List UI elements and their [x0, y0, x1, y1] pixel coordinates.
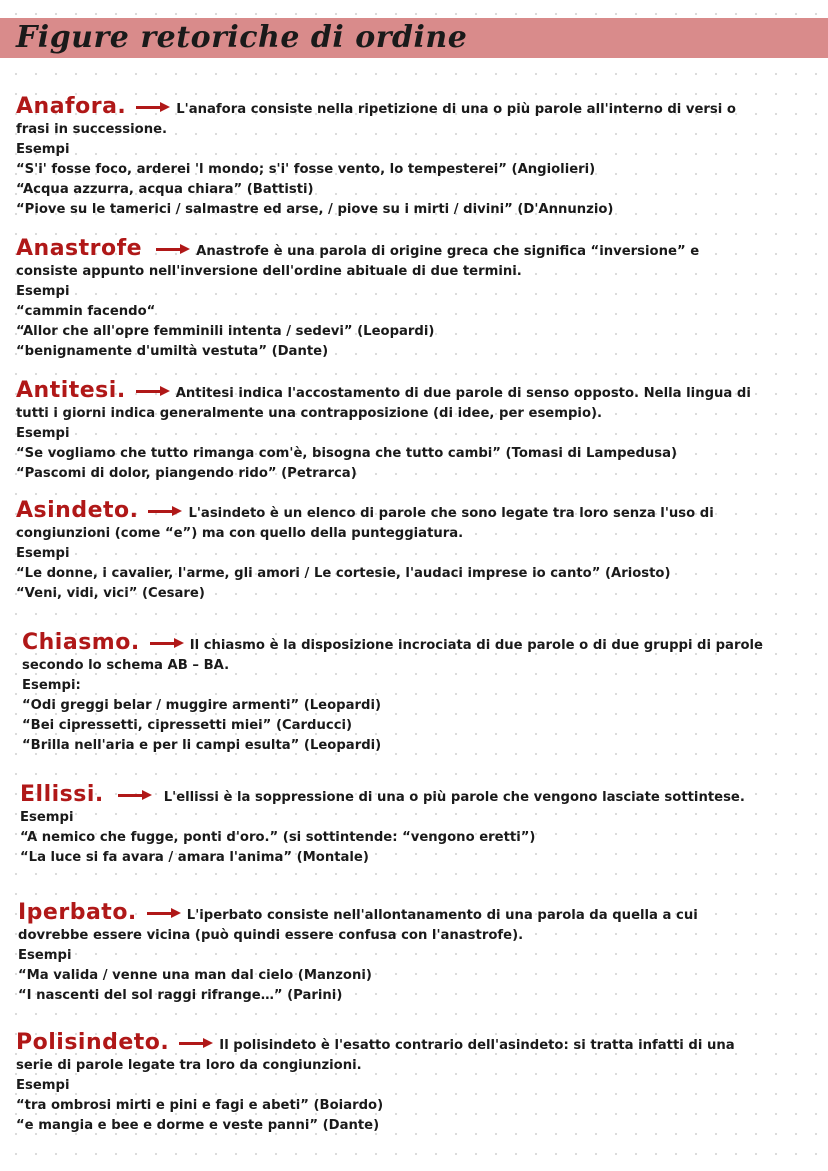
example-line: “Ma valida / venne una man dal cielo (Manzoni): [18, 968, 372, 983]
example-line: “tra ombrosi mirti e pini e fagi e abeti” (Boiardo): [16, 1098, 384, 1113]
section-asindeto: [16, 498, 816, 604]
arrow-right-icon: [150, 639, 184, 649]
term-antitesi: Antitesi.: [16, 378, 126, 403]
term-iperbato: Iperbato.: [18, 900, 137, 925]
example-line: “La luce si fa avara / amara l'anima” (Montale): [20, 850, 369, 865]
section-anafora: [16, 94, 816, 220]
term-anastrofe: Anastrofe: [16, 236, 143, 261]
example-line: “I nascenti del sol raggi rifrange…” (Parini): [18, 988, 343, 1003]
definition-line: Il polisindeto è l'esatto contrario dell'asindeto: si tratta infatti di una: [219, 1038, 735, 1053]
section-polisindeto: [16, 1030, 816, 1136]
example-line: “Odi greggi belar / muggire armenti” (Leopardi): [22, 698, 382, 713]
example-line: “S'i' fosse foco, arderei 'l mondo; s'i' fosse vento, lo tempesterei” (Angiolieri): [16, 162, 596, 177]
example-line: “Veni, vidi, vici” (Cesare): [16, 586, 205, 601]
definition-line: L'asindeto è un elenco di parole che sono legate tra loro senza l'uso di: [188, 506, 714, 521]
arrow-right-icon: [156, 245, 190, 255]
arrow-right-icon: [147, 909, 181, 919]
examples-label: Esempi: [18, 948, 72, 963]
section-antitesi: [16, 378, 816, 484]
arrow-right-icon: [118, 791, 152, 801]
example-line: “e mangia e bee e dorme e veste panni” (Dante): [16, 1118, 380, 1133]
term-anafora: Anafora.: [16, 94, 127, 119]
examples-label: Esempi: [16, 426, 70, 441]
example-line: “Bei cipressetti, cipressetti miei” (Carducci): [22, 718, 353, 733]
example-line: “Se vogliamo che tutto rimanga com'è, bisogna che tutto cambi” (Tomasi di Lampedusa): [16, 446, 678, 461]
example-line: “Brilla nell'aria e per li campi esulta” (Leopardi): [22, 738, 382, 753]
term-asindeto: Asindeto.: [16, 498, 139, 523]
term-ellissi: Ellissi.: [20, 782, 104, 807]
definition-line: Il chiasmo è la disposizione incrociata di due parole o di due gruppi di parole: [189, 638, 763, 653]
arrow-right-icon: [179, 1039, 213, 1049]
examples-label: Esempi: [16, 284, 70, 299]
example-line: “Le donne, i cavalier, l'arme, gli amori / Le cortesie, l'audaci imprese io canto” (Ariosto): [16, 566, 671, 581]
definition-line: tutti i giorni indica generalmente una contrapposizione (di idee, per esempio).: [16, 406, 603, 421]
definition-line: Antitesi indica l'accostamento di due parole di senso opposto. Nella lingua di: [175, 386, 751, 401]
definition-line: serie di parole legate tra loro da congiunzioni.: [16, 1058, 362, 1073]
example-line: “benignamente d'umiltà vestuta” (Dante): [16, 344, 329, 359]
definition-line: L'ellissi è la soppressione di una o più parole che vengono lasciate sottintese.: [163, 790, 745, 805]
definition-line: L'anafora consiste nella ripetizione di una o più parole all'interno di versi o: [176, 102, 736, 117]
definition-line: congiunzioni (come “e”) ma con quello della punteggiatura.: [16, 526, 464, 541]
arrow-right-icon: [136, 103, 170, 113]
section-iperbato: [18, 900, 818, 1006]
definition-line: consiste appunto nell'inversione dell'ordine abituale di due termini.: [16, 264, 522, 279]
definition-line: dovrebbe essere vicina (può quindi essere confusa con l'anastrofe).: [18, 928, 524, 943]
example-line: “cammin facendo“: [16, 304, 156, 319]
term-chiasmo: Chiasmo.: [22, 630, 140, 655]
page-title: Figure retoriche di ordine: [16, 20, 468, 55]
examples-label: Esempi: [16, 1078, 70, 1093]
examples-label: Esempi: [16, 546, 70, 561]
section-ellissi: [20, 782, 820, 868]
example-line: “Piove su le tamerici / salmastre ed arse, / piove su i mirti / divini” (D'Annunzio): [16, 202, 614, 217]
example-line: “Allor che all'opre femminili intenta / sedevi” (Leopardi): [16, 324, 435, 339]
example-line: “Acqua azzurra, acqua chiara” (Battisti): [16, 182, 314, 197]
example-line: “A nemico che fugge, ponti d'oro.” (si sottintende: “vengono eretti”): [20, 830, 536, 845]
examples-label: Esempi: [16, 142, 70, 157]
example-line: “Pascomi di dolor, piangendo rido” (Petrarca): [16, 466, 357, 481]
section-anastrofe: [16, 236, 816, 362]
definition-line: L'iperbato consiste nell'allontanamento di una parola da quella a cui: [186, 908, 698, 923]
definition-line: secondo lo schema AB – BA.: [22, 658, 230, 673]
arrow-right-icon: [148, 507, 182, 517]
section-chiasmo: [22, 630, 822, 756]
arrow-right-icon: [136, 387, 170, 397]
term-polisindeto: Polisindeto.: [16, 1030, 170, 1055]
examples-label: Esempi: [20, 810, 74, 825]
examples-label: Esempi:: [22, 678, 81, 693]
definition-line: Anastrofe è una parola di origine greca che significa “inversione” e: [196, 244, 700, 259]
definition-line: frasi in successione.: [16, 122, 168, 137]
